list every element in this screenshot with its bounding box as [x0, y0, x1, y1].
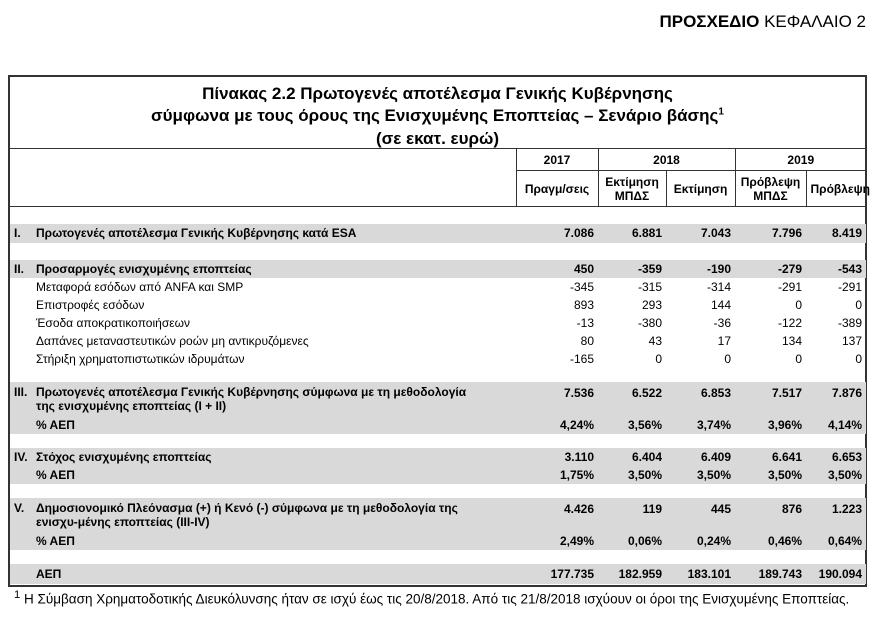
row-label-text: Προσαρμογές ενισχυμένης εποπτείας — [36, 261, 252, 276]
spacer-row — [10, 207, 866, 224]
cell-value: -291 — [838, 279, 863, 294]
cell-value: 0,06% — [598, 532, 666, 550]
cell-value: 137 — [842, 333, 863, 348]
year-2017: 2017 — [516, 149, 598, 171]
cell-value: 876 — [735, 498, 806, 532]
cell-value: 7.517 — [735, 382, 806, 416]
cell-value: 4.426 — [516, 498, 598, 532]
cell-value: 3,50% — [666, 466, 735, 484]
spacer — [10, 368, 866, 382]
row-label-text: % ΑΕΠ — [36, 467, 75, 482]
row-number: III. — [14, 384, 28, 399]
table-row — [10, 350, 866, 368]
footnote — [14, 586, 864, 609]
cell-value: 134 — [781, 333, 803, 348]
table-title-line2 — [8, 106, 867, 126]
cell-value: 0,46% — [735, 532, 806, 550]
column-header-row — [10, 171, 866, 207]
table-title-line1: Πίνακας 2.2 Πρωτογενές αποτέλεσμα Γενικής Κυβέρνησης — [202, 84, 673, 103]
col-header: Πρόβλεψη ΜΠΔΣ — [735, 171, 806, 207]
cell-value: 190.094 — [806, 564, 866, 584]
cell-value: 183.101 — [666, 564, 735, 584]
row-label — [10, 448, 516, 466]
cell-value: -315 — [637, 279, 662, 294]
row-label-text: Μεταφορά εσόδων από ANFA και SMP — [36, 279, 244, 294]
spacer-row — [10, 550, 866, 564]
cell-value: 177.735 — [516, 564, 598, 584]
row-label — [10, 382, 516, 416]
cell-value: 6.853 — [666, 382, 735, 416]
row-number: II. — [14, 261, 25, 276]
cell-value: 182.959 — [598, 564, 666, 584]
cell-value: -36 — [713, 315, 732, 330]
cell-value: 8.419 — [806, 224, 866, 243]
row-label — [10, 296, 516, 314]
table-row — [10, 466, 866, 484]
cell-value: 189.743 — [735, 564, 806, 584]
cell-value: 1,75% — [516, 466, 598, 484]
spacer-row — [10, 368, 866, 382]
table-row — [10, 498, 866, 532]
cell-value: 293 — [641, 297, 662, 312]
spacer — [10, 243, 866, 260]
cell-value: 2,49% — [516, 532, 598, 550]
row-number: I. — [14, 226, 21, 240]
cell-value: -345 — [569, 279, 594, 294]
year-header-row — [10, 149, 866, 171]
cell-value: -380 — [637, 315, 662, 330]
cell-value: -291 — [777, 279, 803, 294]
row-label-text: % ΑΕΠ — [36, 533, 75, 548]
col-header: Πρόβλεψη — [806, 171, 866, 207]
col-header: Εκτίμηση ΜΠΔΣ — [598, 171, 666, 207]
blank-header-2 — [10, 171, 516, 207]
page-header — [659, 12, 866, 32]
table-row — [10, 278, 866, 296]
cell-value: 6.522 — [598, 382, 666, 416]
cell-value: 3.110 — [516, 448, 598, 466]
row-number: IV. — [14, 449, 28, 464]
row-label — [10, 314, 516, 332]
cell-value: 43 — [648, 333, 662, 348]
table-row — [10, 260, 866, 278]
cell-value: 144 — [710, 297, 732, 312]
table-row — [10, 416, 866, 434]
cell-value: 119 — [598, 498, 666, 532]
cell-value: 0 — [655, 351, 662, 366]
spacer — [10, 550, 866, 564]
year-2018: 2018 — [598, 149, 735, 171]
row-label-text: Δαπάνες μεταναστευτικών ροών μη αντικρυζόμενες — [36, 333, 309, 348]
cell-value: -314 — [706, 279, 732, 294]
spacer — [10, 484, 866, 498]
cell-value: 0 — [724, 351, 732, 366]
table-row — [10, 382, 866, 416]
cell-value: 6.653 — [806, 448, 866, 466]
spacer — [10, 434, 866, 448]
spacer-row — [10, 484, 866, 498]
row-label — [10, 350, 516, 368]
row-number: V. — [14, 500, 25, 515]
cell-value: 6.641 — [735, 448, 806, 466]
row-label — [10, 532, 516, 550]
cell-value: -359 — [598, 260, 666, 278]
table-row — [10, 224, 866, 243]
header-chapter: ΚΕΦΑΛΑΙΟ 2 — [764, 12, 866, 31]
cell-value: 0,64% — [806, 532, 866, 550]
cell-value: -165 — [569, 351, 594, 366]
row-label-text: Στόχος ενισχυμένης εποπτείας — [36, 449, 212, 464]
title-line2-text: σύμφωνα με τους όρους της Ενισχυμένης Εποπτείας – Σενάριο βάσης — [151, 106, 719, 125]
cell-value: 7.043 — [666, 224, 735, 243]
cell-value: 450 — [516, 260, 598, 278]
spacer-row — [10, 243, 866, 260]
cell-value: 7.536 — [516, 382, 598, 416]
row-label — [10, 416, 516, 434]
cell-value: -13 — [576, 315, 594, 330]
cell-value: 6.881 — [598, 224, 666, 243]
cell-value: 7.796 — [735, 224, 806, 243]
row-label-text: Πρωτογενές αποτέλεσμα Γενικής Κυβέρνησης κατά ESA — [36, 226, 357, 240]
table-row — [10, 314, 866, 332]
cell-value: 893 — [573, 297, 594, 312]
row-label — [10, 260, 516, 278]
table-row — [10, 332, 866, 350]
cell-value: 0,24% — [666, 532, 735, 550]
cell-value: -122 — [777, 315, 803, 330]
table-row — [10, 448, 866, 466]
cell-value: 3,50% — [806, 466, 866, 484]
cell-value: 6.404 — [598, 448, 666, 466]
cell-value: -543 — [806, 260, 866, 278]
row-label-text: ΑΕΠ — [36, 566, 62, 581]
cell-value: -389 — [838, 315, 863, 330]
cell-value: 3,74% — [666, 416, 735, 434]
cell-value: 0 — [795, 297, 803, 312]
header-draft: ΠΡΟΣΧΕΔΙΟ — [659, 12, 760, 31]
cell-value: -190 — [666, 260, 735, 278]
table-title-units: (σε εκατ. ευρώ) — [375, 129, 500, 148]
cell-value: 80 — [580, 333, 594, 348]
cell-value: 3,96% — [735, 416, 806, 434]
table-row — [10, 296, 866, 314]
row-label — [10, 278, 516, 296]
row-label — [10, 498, 516, 532]
cell-value: -279 — [735, 260, 806, 278]
row-label — [10, 332, 516, 350]
spacer — [10, 207, 866, 224]
cell-value: 0 — [855, 297, 863, 312]
table-row — [10, 532, 866, 550]
table-row — [10, 564, 866, 584]
data-table — [10, 148, 870, 584]
row-label-text: % ΑΕΠ — [36, 417, 75, 432]
cell-value: 3,50% — [735, 466, 806, 484]
blank-header — [10, 149, 516, 171]
row-label — [10, 224, 516, 243]
title-sup: 1 — [718, 106, 724, 118]
row-label-text: Έσοδα αποκρατικοποιήσεων — [36, 315, 190, 330]
row-label-text: Δημοσιονομικό Πλεόνασμα (+) ή Κενό (-) σύμφωνα με τη μεθοδολογία της ενισχυ-μένης εποπτείας (III-IV) — [36, 500, 458, 529]
cell-value: 17 — [717, 333, 732, 348]
cell-value: 3,50% — [598, 466, 666, 484]
year-2019: 2019 — [735, 149, 866, 171]
cell-value: 3,56% — [598, 416, 666, 434]
footnote-marker: 1 — [14, 589, 21, 601]
spacer-row — [10, 434, 866, 448]
footnote-text: Η Σύμβαση Χρηματοδοτικής Διευκόλυνσης ήταν σε ισχύ έως τις 20/8/2018. Από τις 21/8/2018 ισχύουν οι όροι της Ενισχυμένης Εποπτείας. — [24, 591, 850, 607]
cell-value: 4,24% — [516, 416, 598, 434]
row-label-text: Πρωτογενές αποτέλεσμα Γενικής Κυβέρνησης σύμφωνα με τη μεθοδολογία της ενισχυμένης εποπτείας (I + II) — [36, 384, 467, 413]
row-label-text: Επιστροφές εσόδων — [36, 297, 145, 312]
cell-value: 0 — [855, 351, 863, 366]
row-label-text: Στήριξη χρηματοπιστωτικών ιδρυμάτων — [36, 351, 245, 366]
cell-value: 0 — [795, 351, 803, 366]
row-label — [10, 564, 516, 584]
cell-value: 6.409 — [666, 448, 735, 466]
cell-value: 445 — [666, 498, 735, 532]
cell-value: 7.876 — [806, 382, 866, 416]
cell-value: 7.086 — [516, 224, 598, 243]
col-header: Εκτίμηση — [666, 171, 735, 207]
col-header: Πραγμ/σεις — [516, 171, 598, 207]
cell-value: 4,14% — [806, 416, 866, 434]
row-label — [10, 466, 516, 484]
cell-value: 1.223 — [806, 498, 866, 532]
